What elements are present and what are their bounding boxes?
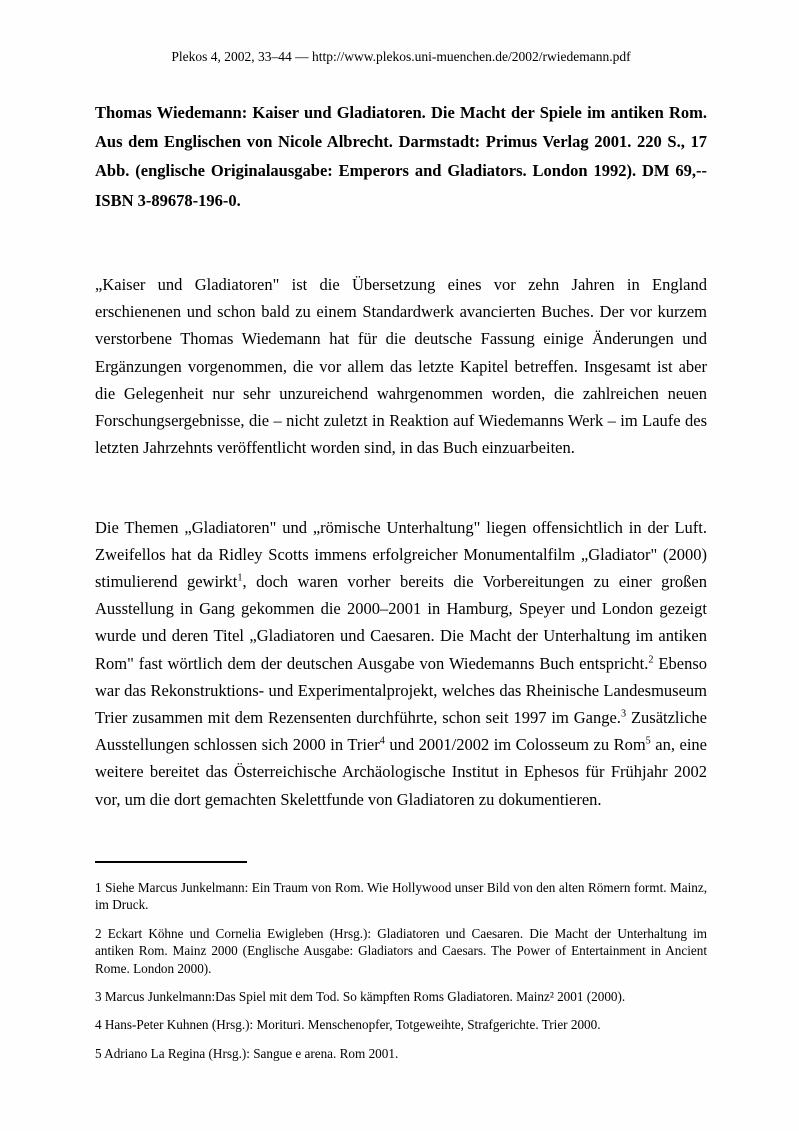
footnote-text: Hans-Peter Kuhnen (Hrsg.): Morituri. Menschenopfer, Totgeweihte, Strafgerichte. Trier 2000. xyxy=(104,1017,601,1033)
paragraph-2-text: an, eine weitere bereitet das Österreichische Archäologische Institut in Ephesos für Frühjahr 2002 vor, um die dort gemachten Skelettfunde von Gladiatoren zu dokumentieren. xyxy=(95,735,707,809)
footnote-text: Siehe Marcus Junkelmann: Ein Traum von Rom. Wie Hollywood unser Bild von den alten Römern formt. Mainz, im Druck. xyxy=(95,879,708,913)
footnote-ref-1: 1 xyxy=(237,572,243,584)
paragraph-1: „Kaiser und Gladiatoren" ist die Übersetzung eines vor zehn Jahren in England erschienenen und schon bald zu einem Standardwerk avancierten Buches. Der vor kurzem verstorbene Thomas Wiedemann hat für die deutsche Fassung einige Änderungen und Ergänzungen vorgenommen, die vor allem das letzte Kapitel betreffen. Insgesamt ist aber die Gelegenheit nur sehr unzureichend wahrgenommen worden, die zahlreichen neuen Forschungsergebnisse, die – nicht zuletzt in Reaktion auf Wiedemanns Werk – im Laufe des letzten Jahrzehnts veröffentlicht worden sind, in das Buch einzuarbeiten. xyxy=(95,274,707,458)
footnote-text: Marcus Junkelmann:Das Spiel mit dem Tod. So kämpften Roms Gladiatoren. Mainz² 2001 (2000). xyxy=(104,989,626,1005)
paragraph-2-text: Die Themen „Gladiatoren" und „römische Unterhaltung" liegen offensichtlich in der Luft. Zweifellos hat da Ridley Scotts immens erfolgreicher Monumentalfilm „Gladiator" (2000) stimulierend gewirkt xyxy=(95,517,707,591)
footnote-text: Adriano La Regina (Hrsg.): Sangue e arena. Rom 2001. xyxy=(104,1045,399,1061)
footnote-5 xyxy=(95,1045,707,1062)
page-header: Plekos 4, 2002, 33–44 — http://www.plekos.uni-muenchen.de/2002/rwiedemann.pdf xyxy=(171,49,631,64)
footnote-4 xyxy=(95,1016,707,1033)
footnote-ref-3: 3 xyxy=(620,708,627,720)
footnote-3 xyxy=(95,988,707,1005)
footnote-number: 4 xyxy=(95,1017,102,1033)
footnotes-section xyxy=(95,879,707,1062)
footnote-ref-2: 2 xyxy=(648,654,654,666)
footnote-number: 2 xyxy=(95,925,102,941)
footnote-separator xyxy=(95,861,247,863)
footnote-ref-4: 4 xyxy=(379,735,385,747)
footnote-1 xyxy=(95,879,707,914)
footnote-number: 5 xyxy=(95,1045,102,1061)
paragraph-2-text: , doch waren vorher bereits die Vorbereitungen zu einer großen Ausstellung in Gang gekommen die 2000–2001 in Hamburg, Speyer und London gezeigt wurde und deren Titel „Gladiatoren und Caesaren. Die Macht der Unterhaltung im antiken Rom" fast wörtlich dem der deutschen Ausgabe von Wiedemanns Buch entspricht. xyxy=(95,571,707,673)
paragraph-2-text: Zusätzliche Ausstellungen schlossen sich 2000 in Trier xyxy=(95,708,708,755)
footnote-2 xyxy=(95,925,707,977)
footnote-number: 1 xyxy=(95,879,102,895)
footnote-text: Eckart Köhne und Cornelia Ewigleben (Hrsg.): Gladiatoren und Caesaren. Die Macht der Unterhaltung im antiken Rom. Mainz 2000 (Englische Ausgabe: Gladiators and Caesars. The Power of Entertainment in Ancient Rome. London 2000). xyxy=(95,925,708,976)
paragraph-2 xyxy=(95,514,707,813)
footnote-ref-5: 5 xyxy=(645,735,651,747)
paragraph-2-text: Ebenso war das Rekonstruktions- und Experimentalprojekt, welches das Rheinische Landesmuseum Trier zusammen mit dem Rezensenten durchführte, schon seit 1997 im Gange. xyxy=(95,653,707,728)
review-title: Thomas Wiedemann: Kaiser und Gladiatoren. Die Macht der Spiele im antiken Rom. Aus dem Englischen von Nicole Albrecht. Darmstadt: Primus Verlag 2001. 220 S., 17 Abb. (englische Originalausgabe: Emperors and Gladiators. London 1992). DM 69,-- ISBN 3-89678-196-0. xyxy=(95,102,707,210)
paragraph-2-text: und 2001/2002 im Colosseum zu Rom xyxy=(384,735,646,755)
footnote-number: 3 xyxy=(95,989,102,1005)
